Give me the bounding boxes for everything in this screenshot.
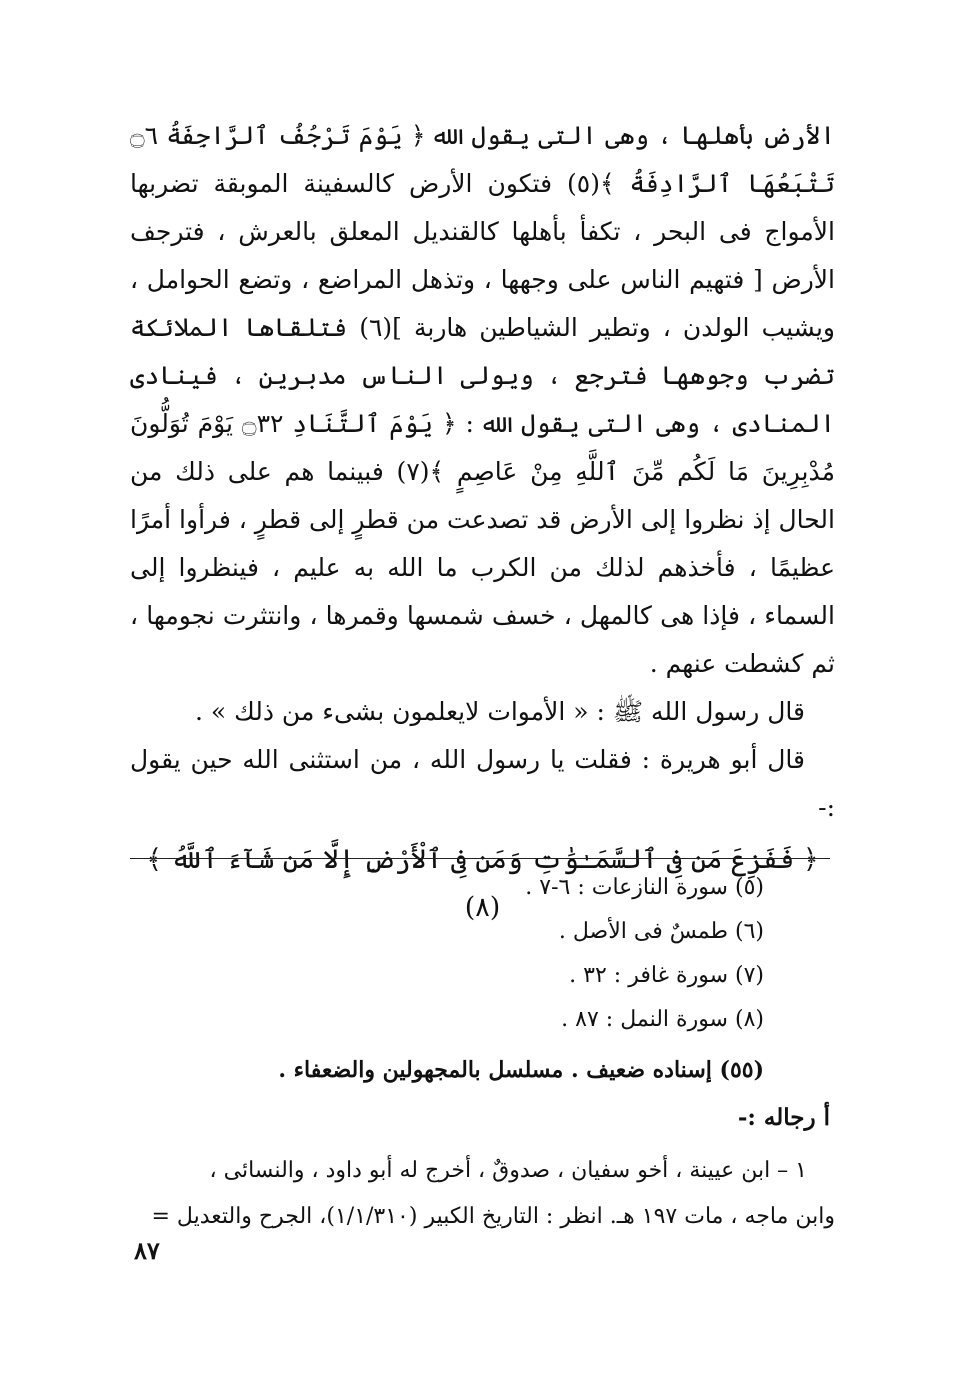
rijal-line-2: وابن ماجه ، مات ١٩٧ هـ. انظر : التاريخ الكبير (١/١/٣١٠)، الجرح والتعديل = [151, 1204, 835, 1229]
footnote-separator [130, 858, 830, 859]
footnotes [204, 866, 764, 1042]
rijal-text [105, 1148, 835, 1240]
footnote-7: (٧) سورة غافر : ٣٢ . [569, 963, 764, 988]
page-number: ٨٧ [134, 1236, 160, 1265]
isnad-grading: (٥٥) إسناده ضعيف . مسلسل بالمجهولين والضعفاء . [278, 1057, 764, 1083]
paragraph-1: الأرض بأهلها ، وهى التى يقول الله ﴿ يَوْمَ تَرْجُفُ ٱلرَّاجِفَةُ ۝٦ تَتْبَعُهَا ٱلرَّادِفَةُ ﴾(٥) فتكون الأرض كالسفينة الموبقة تضربها الأمواج فى البحر ، تكفأ بأهلها كالقنديل المعلق بالعرش ، فترجف الأرض [ فتهيم الناس على وجهها ، وتذهل المراضع ، وتضع الحوامل ، ويشيب الولدن ، وتطير الشياطين هاربة ](٦) فتلقاها الملائكة تضرب وجوهها فترجع ، ويولى الناس مدبرين ، فينادى المنادى ، وهى التى يقول الله : ﴿ يَوْمَ ٱلتَّنَادِ ۝٣٢ يَوْمَ تُوَلُّونَ مُدْبِرِينَ مَا لَكُم مِّنَ ٱللَّهِ مِنْ عَاصِمٍ ﴾(٧) فبينما هم على ذلك من الحال إذ نظروا إلى الأرض قد تصدعت من قطرٍ إلى قطرٍ ، فرأوا أمرًا عظيمًا ، فأخذهم لذلك من الكرب ما الله به عليم ، فينظروا إلى السماء ، فإذا هى كالمهل ، خسف شمسها وقمرها ، وانتثرت نجومها ، ثم كشطت عنهم . [130, 121, 835, 678]
footnote-5: (٥) سورة النازعات : ٦-٧ . [525, 875, 764, 900]
main-text [130, 112, 835, 932]
paragraph-3: قال أبو هريرة : فقلت يا رسول الله ، من استثنى الله حين يقول :- [130, 745, 835, 822]
rijal-line-1: ١ – ابن عيينة ، أخو سفيان ، صدوقٌ ، أخرج له أبو داود ، والنسائى ، [209, 1158, 807, 1183]
footnote-6: (٦) طمسٌ فى الأصل . [558, 919, 764, 944]
rijal-heading: أ رجاله :- [737, 1104, 830, 1131]
paragraph-2: قال رسول الله ﷺ : « الأموات لايعلمون بشىء من ذلك » . [195, 697, 805, 726]
quran-verse: ﴿ فَفَزِعَ مَن فِى ٱلسَّمَـٰوَٰتِ وَمَن فِى ٱلْأَرْضِ إِلَّا مَن شَآءَ ٱللَّهُ ﴾(٨) [146, 844, 819, 923]
footnote-8: (٨) سورة النمل : ٨٧ . [561, 1007, 764, 1032]
